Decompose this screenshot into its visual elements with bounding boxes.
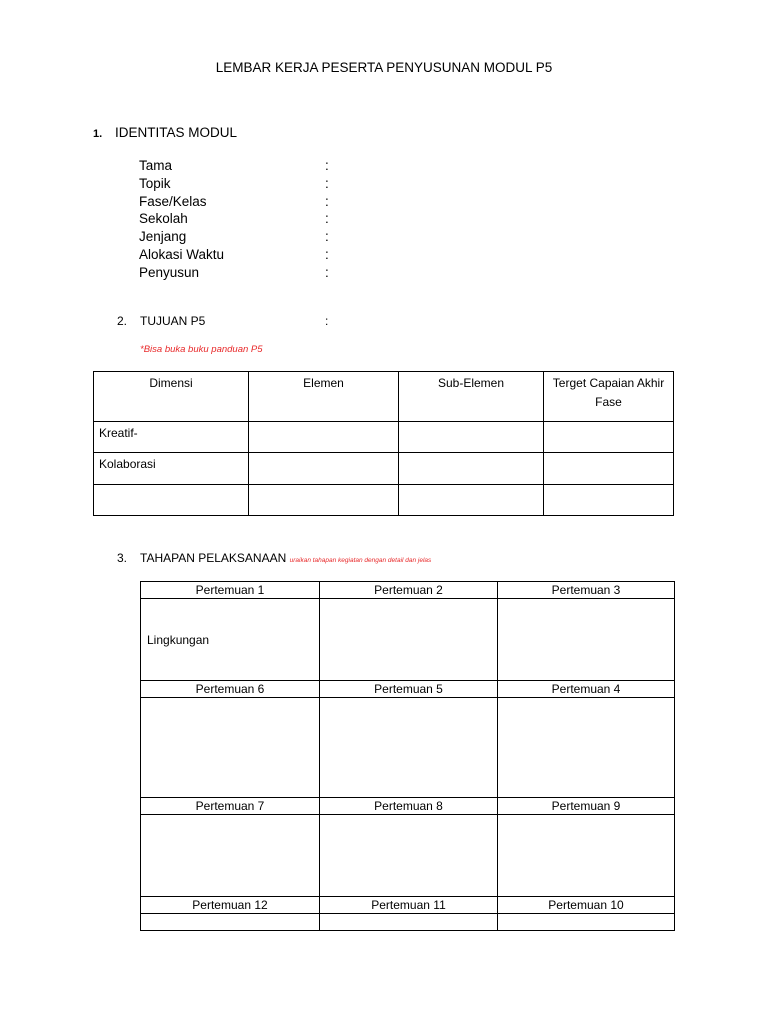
pertemuan-header: Pertemuan 6: [141, 681, 320, 698]
pertemuan-header: Pertemuan 12: [141, 897, 320, 914]
pertemuan-header: Pertemuan 10: [498, 897, 675, 914]
field-label: Jenjang: [139, 229, 187, 245]
table-cell[interactable]: Kreatif-: [94, 422, 249, 453]
section-title: TAHAPAN PELAKSANAAN: [140, 551, 287, 565]
pertemuan-cell[interactable]: [141, 698, 320, 798]
section-identitas-heading: [93, 125, 237, 140]
tujuan-table: [93, 371, 674, 516]
table-row: [94, 453, 674, 485]
pertemuan-cell[interactable]: Lingkungan: [141, 599, 320, 681]
field-label: Penyusun: [139, 264, 200, 280]
field-label: Sekolah: [139, 211, 188, 227]
panduan-note: *Bisa buka buku panduan P5: [140, 344, 263, 355]
pertemuan-cell[interactable]: [141, 815, 320, 897]
pertemuan-header: Pertemuan 8: [320, 798, 498, 815]
section-tahapan-heading: [117, 551, 431, 565]
table-row: [94, 422, 674, 453]
field-topik: [139, 175, 399, 193]
pertemuan-header: Pertemuan 1: [141, 582, 320, 599]
field-label: Topik: [139, 175, 171, 191]
field-label: Tama: [139, 158, 173, 173]
table-cell[interactable]: [249, 422, 399, 453]
field-tama: [139, 157, 399, 175]
pertemuan-content-row: [141, 914, 675, 931]
section-title: TUJUAN P5: [140, 314, 206, 328]
pertemuan-header: Pertemuan 4: [498, 681, 675, 698]
table-cell[interactable]: [544, 453, 674, 485]
pertemuan-content-row: [141, 599, 675, 681]
table-cell[interactable]: [399, 485, 544, 516]
field-label: Fase/Kelas: [139, 193, 207, 209]
document-title: LEMBAR KERJA PESERTA PENYUSUNAN MODUL P5: [215, 60, 553, 75]
field-colon: :: [325, 229, 329, 245]
table-cell[interactable]: [544, 422, 674, 453]
field-fase-kelas: [139, 193, 399, 211]
field-colon: :: [325, 158, 329, 173]
section-title: IDENTITAS MODUL: [115, 125, 238, 140]
pertemuan-cell[interactable]: [498, 698, 675, 798]
table-cell[interactable]: [544, 485, 674, 516]
pertemuan-header: Pertemuan 2: [320, 582, 498, 599]
field-colon: :: [325, 246, 329, 262]
field-alokasi-waktu: [139, 246, 399, 264]
pertemuan-cell[interactable]: [498, 815, 675, 897]
pertemuan-cell[interactable]: [320, 599, 498, 681]
table-cell[interactable]: [399, 422, 544, 453]
pertemuan-cell[interactable]: [320, 698, 498, 798]
pertemuan-cell[interactable]: [320, 815, 498, 897]
header-sub-elemen: Sub-Elemen: [399, 372, 544, 422]
pertemuan-header: Pertemuan 5: [320, 681, 498, 698]
tahapan-note: uraikan tahapan kegiatan dengan detail dan jelas: [289, 557, 432, 564]
pertemuan-cell[interactable]: [498, 599, 675, 681]
field-penyusun: [139, 264, 399, 282]
field-jenjang: [139, 228, 399, 246]
header-target-capaian: Terget Capaian Akhir Fase: [544, 372, 674, 422]
pertemuan-header-row: [141, 798, 675, 815]
pertemuan-cell[interactable]: [141, 914, 320, 931]
field-colon: :: [325, 211, 329, 227]
identity-fields: [139, 157, 399, 282]
field-colon: :: [325, 193, 329, 209]
section-tujuan-heading: [117, 314, 329, 328]
section-number: 1.: [93, 128, 103, 140]
pertemuan-cell[interactable]: [320, 914, 498, 931]
table-cell[interactable]: [249, 453, 399, 485]
header-dimensi: Dimensi: [94, 372, 249, 422]
section-number: 3.: [117, 551, 128, 565]
section-number: 2.: [117, 314, 128, 328]
pertemuan-cell[interactable]: [498, 914, 675, 931]
pertemuan-header-row: [141, 681, 675, 698]
field-sekolah: [139, 210, 399, 228]
field-colon: :: [325, 314, 329, 328]
pertemuan-header: Pertemuan 7: [141, 798, 320, 815]
header-elemen: Elemen: [249, 372, 399, 422]
table-cell[interactable]: [399, 453, 544, 485]
pertemuan-content-row: [141, 815, 675, 897]
pertemuan-header: Pertemuan 3: [498, 582, 675, 599]
pertemuan-header-row: [141, 582, 675, 599]
tahapan-table: [140, 581, 675, 931]
table-cell[interactable]: [249, 485, 399, 516]
pertemuan-content-row: [141, 698, 675, 798]
table-row: [94, 485, 674, 516]
field-colon: :: [325, 264, 329, 280]
field-label: Alokasi Waktu: [139, 246, 225, 262]
pertemuan-header-row: [141, 897, 675, 914]
table-cell[interactable]: Kolaborasi: [94, 453, 249, 485]
pertemuan-header: Pertemuan 11: [320, 897, 498, 914]
table-header-row: [94, 372, 674, 422]
table-cell[interactable]: [94, 485, 249, 516]
field-colon: :: [325, 175, 329, 191]
pertemuan-header: Pertemuan 9: [498, 798, 675, 815]
